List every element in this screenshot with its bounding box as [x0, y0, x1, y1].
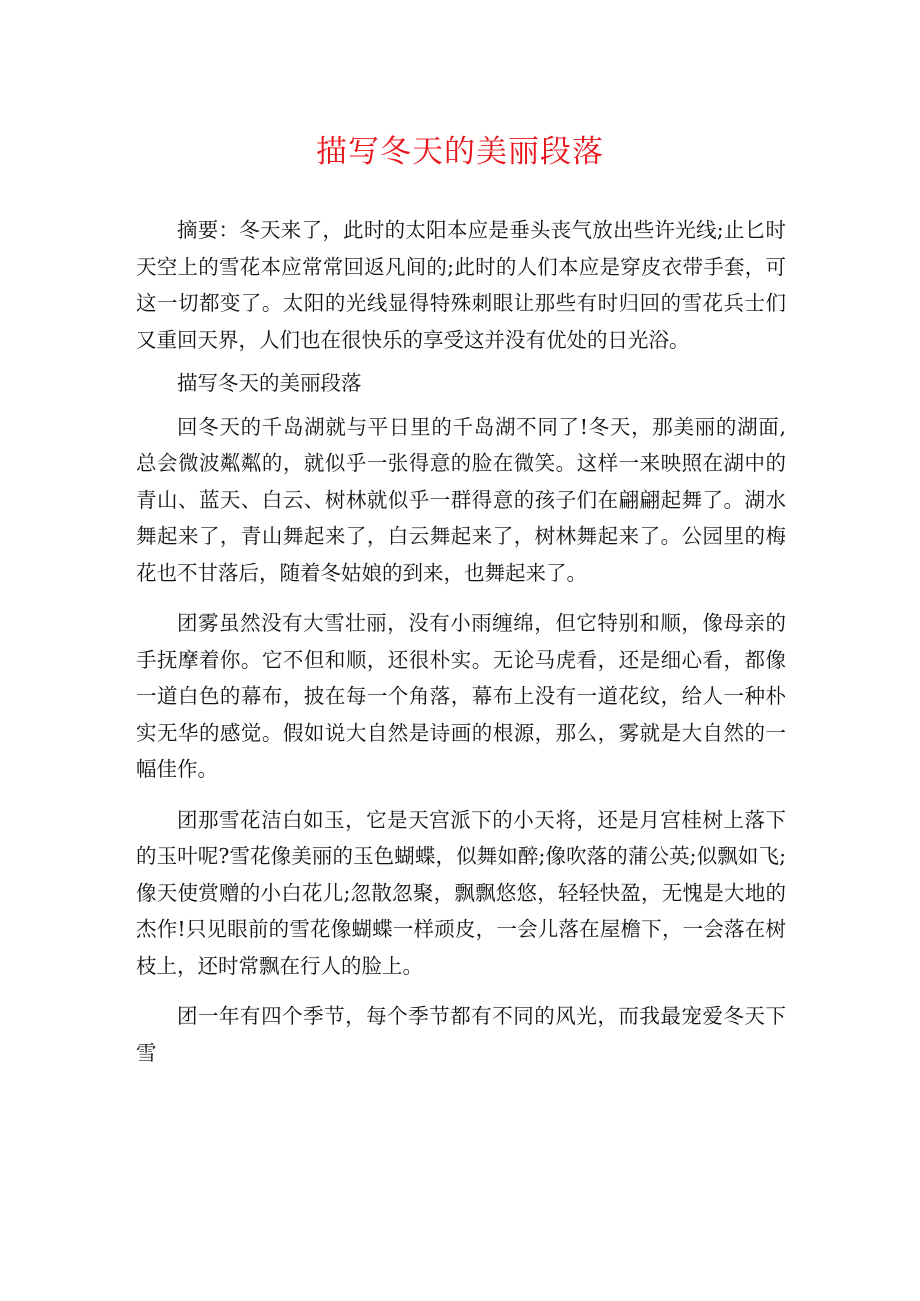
section-heading: 描写冬天的美丽段落	[177, 371, 362, 395]
paragraph-lake: 回冬天的千岛湖就与平日里的千岛湖不同了!冬天，那美丽的湖面,总会微波粼粼的，就似乎一张得意的脸在微笑。这样一来映照在湖中的青山、蓝天、白云、树林就似乎一群得意的孩子们在翩翩起舞了。湖水舞起来了，青山舞起来了，白云舞起来了，树林舞起来了。公园里的梅花也不甘落后，随着冬姑娘的到来，也舞起来了。	[136, 414, 786, 585]
paragraph-snowflakes: 团那雪花洁白如玉，它是天宫派下的小天将，还是月宫桂树上落下的玉叶呢?雪花像美丽的玉色蝴蝶，似舞如醉;像吹落的蒲公英;似飘如飞;像天使赏赠的小白花儿;忽散忽聚，飘飘悠悠，轻轻快盈，无愧是大地的杰作!只见眼前的雪花像蝴蝶一样顽皮，一会儿落在屋檐下，一会落在树枝上，还时常飘在行人的脸上。	[136, 807, 786, 978]
document-body	[136, 212, 786, 1071]
document-title: 描写冬天的美丽段落	[316, 134, 604, 170]
paragraph-fog: 团雾虽然没有大雪壮丽，没有小雨缠绵，但它特别和顺，像母亲的手抚摩着你。它不但和顺，还很朴实。无论马虎看，还是细心看，都像一道白色的幕布，披在每一个角落，幕布上没有一道花纹，给人一种朴实无华的感觉。假如说大自然是诗画的根源，那么，雾就是大自然的一幅佳作。	[136, 611, 786, 781]
summary-paragraph: 摘要：冬天来了，此时的太阳本应是垂头丧气放出些许光线;止匕时天空上的雪花本应常常回返凡间的;此时的人们本应是穿皮衣带手套，可这一切都变了。太阳的光线显得特殊刺眼让那些有时归回的雪花兵士们又重回天界，人们也在很快乐的享受这并没有优处的日光浴。	[136, 218, 786, 352]
paragraph-seasons: 团一年有四个季节，每个季节都有不同的风光，而我最宠爱冬天下雪	[136, 1004, 786, 1065]
